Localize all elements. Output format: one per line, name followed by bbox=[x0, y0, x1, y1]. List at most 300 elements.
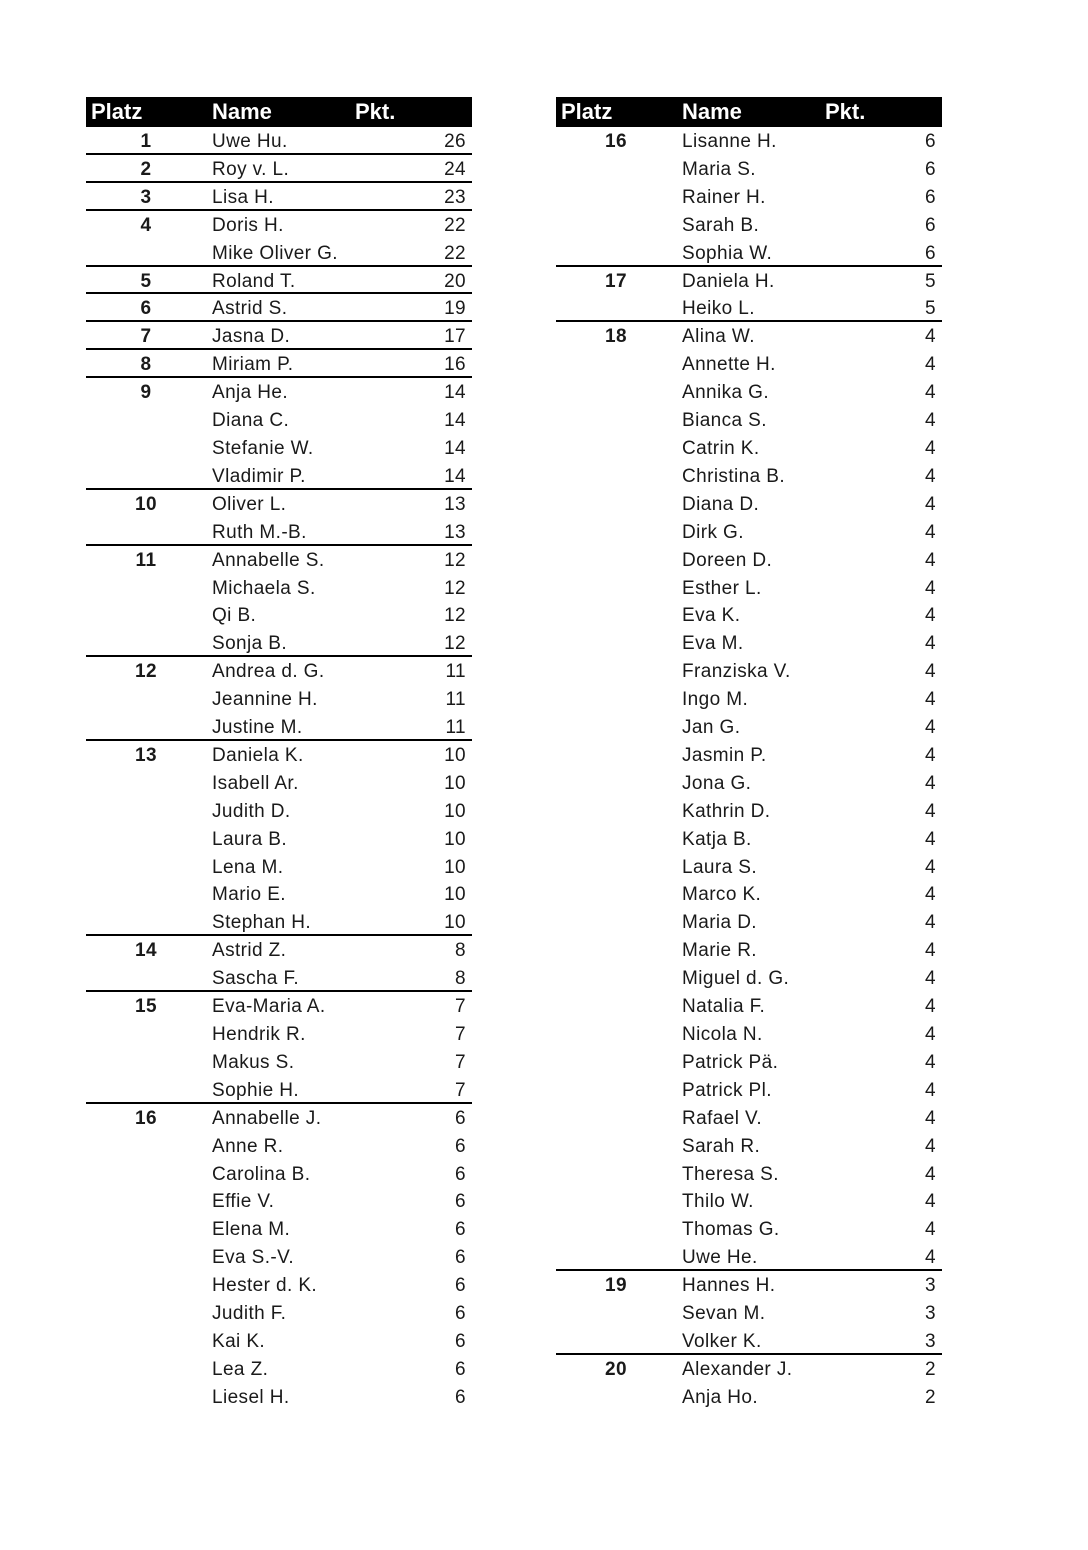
name-cell: Esther L. bbox=[682, 577, 762, 599]
points-cell: 4 bbox=[925, 1163, 936, 1185]
points-cell: 6 bbox=[925, 131, 936, 152]
name-cell: Sarah B. bbox=[682, 214, 760, 236]
name-cell: Eva M. bbox=[682, 633, 744, 655]
table-row bbox=[86, 1243, 472, 1271]
name-cell: Sevan M. bbox=[682, 1303, 766, 1325]
name-cell: Astrid S. bbox=[212, 298, 288, 320]
points-cell: 4 bbox=[925, 437, 936, 459]
name-cell: Patrick Pl. bbox=[682, 1079, 772, 1101]
name-cell: Franziska V. bbox=[682, 661, 791, 683]
table-row bbox=[556, 1271, 942, 1299]
name-cell: Effie V. bbox=[212, 1191, 275, 1213]
table-row bbox=[86, 797, 472, 825]
header-name: Name bbox=[212, 99, 272, 124]
name-cell: Ingo M. bbox=[682, 689, 749, 711]
points-cell: 4 bbox=[925, 1107, 936, 1129]
points-cell: 6 bbox=[455, 1330, 466, 1352]
points-cell: 2 bbox=[925, 1386, 936, 1408]
points-cell: 12 bbox=[444, 577, 466, 599]
points-cell: 4 bbox=[925, 884, 936, 906]
points-cell: 4 bbox=[925, 1135, 936, 1157]
name-cell: Heiko L. bbox=[682, 298, 755, 320]
name-cell: Miriam P. bbox=[212, 354, 294, 376]
rank-cell: 6 bbox=[140, 298, 152, 320]
points-cell: 23 bbox=[444, 186, 466, 208]
name-cell: Nicola N. bbox=[682, 1024, 763, 1045]
table-row bbox=[86, 1299, 472, 1327]
points-cell: 8 bbox=[455, 968, 466, 990]
name-cell: Maria D. bbox=[682, 912, 757, 934]
name-cell: Jasmin P. bbox=[682, 744, 767, 766]
name-cell: Marco K. bbox=[682, 884, 762, 906]
points-cell: 10 bbox=[444, 856, 466, 878]
table-row bbox=[86, 490, 472, 518]
name-cell: Annabelle S. bbox=[212, 549, 325, 571]
table-row bbox=[556, 769, 942, 797]
points-cell: 26 bbox=[444, 131, 466, 152]
name-cell: Lena M. bbox=[212, 856, 284, 878]
name-cell: Kai K. bbox=[212, 1330, 266, 1352]
points-cell: 6 bbox=[925, 186, 936, 208]
table-row bbox=[86, 936, 472, 964]
table-row bbox=[556, 574, 942, 602]
name-cell: Andrea d. G. bbox=[212, 661, 325, 683]
table-body bbox=[556, 127, 942, 1411]
table-row bbox=[86, 378, 472, 406]
name-cell: Doris H. bbox=[212, 214, 284, 236]
points-cell: 4 bbox=[925, 940, 936, 962]
name-cell: Stephan H. bbox=[212, 912, 312, 934]
table-row bbox=[86, 1271, 472, 1299]
points-cell: 4 bbox=[925, 633, 936, 655]
points-cell: 7 bbox=[455, 1079, 466, 1101]
table-row bbox=[86, 908, 472, 936]
table-row bbox=[556, 1215, 942, 1243]
name-cell: Judith D. bbox=[212, 800, 291, 822]
table-row bbox=[556, 1243, 942, 1271]
table-row bbox=[86, 1383, 472, 1411]
table-row bbox=[86, 462, 472, 490]
table-header bbox=[86, 97, 472, 127]
points-cell: 22 bbox=[444, 242, 466, 264]
table-row bbox=[556, 1299, 942, 1327]
table-row bbox=[86, 1132, 472, 1160]
points-cell: 4 bbox=[925, 465, 936, 487]
ranking-table-left bbox=[86, 97, 472, 1411]
table-row bbox=[556, 657, 942, 685]
table-row bbox=[86, 629, 472, 657]
name-cell: Rainer H. bbox=[682, 186, 766, 208]
table-row bbox=[86, 155, 472, 183]
points-cell: 6 bbox=[455, 1275, 466, 1297]
name-cell: Annabelle J. bbox=[212, 1107, 322, 1129]
table-row bbox=[556, 797, 942, 825]
rank-cell: 10 bbox=[135, 493, 157, 515]
name-cell: Daniela H. bbox=[682, 270, 775, 292]
table-row bbox=[556, 741, 942, 769]
rank-cell: 5 bbox=[140, 270, 152, 292]
rank-cell: 9 bbox=[140, 382, 152, 404]
points-cell: 4 bbox=[925, 354, 936, 376]
table-body bbox=[86, 127, 472, 1411]
name-cell: Jan G. bbox=[682, 717, 741, 739]
table-row bbox=[86, 211, 472, 239]
table-row bbox=[556, 546, 942, 574]
points-cell: 16 bbox=[444, 354, 466, 376]
name-cell: Theresa S. bbox=[682, 1163, 779, 1185]
table-row bbox=[556, 1020, 942, 1048]
table-row bbox=[556, 239, 942, 267]
points-cell: 3 bbox=[925, 1303, 936, 1325]
table-row bbox=[86, 992, 472, 1020]
points-cell: 3 bbox=[925, 1275, 936, 1297]
table-row bbox=[86, 1104, 472, 1132]
points-cell: 4 bbox=[925, 1079, 936, 1101]
name-cell: Astrid Z. bbox=[212, 940, 287, 962]
name-cell: Isabell Ar. bbox=[212, 772, 299, 794]
name-cell: Justine M. bbox=[212, 717, 303, 739]
points-cell: 4 bbox=[925, 717, 936, 739]
table-row bbox=[86, 601, 472, 629]
table-row bbox=[556, 1187, 942, 1215]
table-row bbox=[86, 183, 472, 211]
points-cell: 10 bbox=[444, 912, 466, 934]
name-cell: Roland T. bbox=[212, 270, 296, 292]
ranking-table-right bbox=[556, 97, 942, 1411]
table-row bbox=[86, 574, 472, 602]
name-cell: Dirk G. bbox=[682, 521, 744, 543]
points-cell: 11 bbox=[445, 689, 466, 711]
table-row bbox=[86, 127, 472, 155]
table-row bbox=[556, 127, 942, 155]
name-cell: Annika G. bbox=[682, 382, 770, 404]
points-cell: 14 bbox=[444, 382, 466, 404]
table-row bbox=[86, 1020, 472, 1048]
table-row bbox=[86, 1327, 472, 1355]
points-cell: 13 bbox=[444, 493, 466, 515]
table-row bbox=[556, 992, 942, 1020]
points-cell: 4 bbox=[925, 828, 936, 850]
table-row bbox=[556, 825, 942, 853]
points-cell: 6 bbox=[455, 1135, 466, 1157]
header-platz: Platz bbox=[91, 99, 143, 124]
table-row bbox=[556, 434, 942, 462]
points-cell: 7 bbox=[455, 1024, 466, 1045]
points-cell: 19 bbox=[444, 298, 466, 320]
points-cell: 4 bbox=[925, 856, 936, 878]
name-cell: Oliver L. bbox=[212, 493, 287, 515]
name-cell: Annette H. bbox=[682, 354, 776, 376]
name-cell: Christina B. bbox=[682, 465, 786, 487]
points-cell: 10 bbox=[444, 828, 466, 850]
table-row bbox=[86, 741, 472, 769]
table-row bbox=[86, 518, 472, 546]
table-row bbox=[86, 713, 472, 741]
points-cell: 4 bbox=[925, 1219, 936, 1241]
rank-cell: 3 bbox=[140, 186, 152, 208]
name-cell: Kathrin D. bbox=[682, 800, 771, 822]
points-cell: 20 bbox=[444, 270, 466, 292]
points-cell: 11 bbox=[445, 661, 466, 683]
rank-cell: 20 bbox=[605, 1358, 627, 1380]
table-row bbox=[556, 267, 942, 295]
table-row bbox=[556, 490, 942, 518]
table-row bbox=[86, 1076, 472, 1104]
rank-cell: 16 bbox=[605, 131, 627, 152]
name-cell: Rafael V. bbox=[682, 1107, 763, 1129]
table-row bbox=[556, 1355, 942, 1383]
name-cell: Vladimir P. bbox=[212, 465, 306, 487]
table-row bbox=[556, 1076, 942, 1104]
points-cell: 4 bbox=[925, 996, 936, 1018]
table-row bbox=[556, 853, 942, 881]
table-row bbox=[556, 1327, 942, 1355]
table-row bbox=[86, 267, 472, 295]
points-cell: 4 bbox=[925, 744, 936, 766]
table-row bbox=[86, 546, 472, 574]
name-cell: Sophia W. bbox=[682, 242, 773, 264]
table-row bbox=[556, 1048, 942, 1076]
name-cell: Michaela S. bbox=[212, 577, 316, 599]
table-row bbox=[556, 1383, 942, 1411]
name-cell: Catrin K. bbox=[682, 437, 760, 459]
points-cell: 5 bbox=[925, 298, 936, 320]
points-cell: 10 bbox=[444, 800, 466, 822]
name-cell: Miguel d. G. bbox=[682, 968, 790, 990]
table-row bbox=[556, 1104, 942, 1132]
points-cell: 6 bbox=[455, 1358, 466, 1380]
rank-cell: 1 bbox=[140, 131, 152, 152]
name-cell: Makus S. bbox=[212, 1051, 295, 1073]
points-cell: 4 bbox=[925, 772, 936, 794]
name-cell: Liesel H. bbox=[212, 1386, 290, 1408]
points-cell: 10 bbox=[444, 744, 466, 766]
table-row bbox=[556, 936, 942, 964]
table-row bbox=[556, 155, 942, 183]
points-cell: 22 bbox=[444, 214, 466, 236]
table-row bbox=[556, 880, 942, 908]
table-row bbox=[86, 294, 472, 322]
table-row bbox=[86, 1187, 472, 1215]
points-cell: 4 bbox=[925, 521, 936, 543]
table-row bbox=[556, 908, 942, 936]
points-cell: 10 bbox=[444, 772, 466, 794]
points-cell: 11 bbox=[445, 717, 466, 739]
name-cell: Lisanne H. bbox=[682, 131, 777, 152]
table-row bbox=[86, 434, 472, 462]
name-cell: Daniela K. bbox=[212, 744, 304, 766]
table-row bbox=[86, 880, 472, 908]
name-cell: Thomas G. bbox=[682, 1219, 780, 1241]
name-cell: Uwe He. bbox=[682, 1247, 758, 1269]
points-cell: 4 bbox=[925, 577, 936, 599]
table-row bbox=[86, 239, 472, 267]
points-cell: 6 bbox=[455, 1107, 466, 1129]
table-row bbox=[556, 1132, 942, 1160]
table-row bbox=[86, 1355, 472, 1383]
table-row bbox=[556, 378, 942, 406]
rank-cell: 17 bbox=[605, 270, 627, 292]
points-cell: 4 bbox=[925, 661, 936, 683]
name-cell: Sophie H. bbox=[212, 1079, 300, 1101]
points-cell: 4 bbox=[925, 689, 936, 711]
points-cell: 4 bbox=[925, 800, 936, 822]
name-cell: Laura B. bbox=[212, 828, 288, 850]
points-cell: 8 bbox=[455, 940, 466, 962]
name-cell: Diana C. bbox=[212, 410, 290, 432]
table-row bbox=[556, 294, 942, 322]
name-cell: Ruth M.-B. bbox=[212, 521, 307, 543]
name-cell: Alexander J. bbox=[682, 1358, 793, 1380]
table-row bbox=[86, 964, 472, 992]
name-cell: Eva K. bbox=[682, 605, 741, 627]
name-cell: Eva-Maria A. bbox=[212, 996, 326, 1018]
name-cell: Doreen D. bbox=[682, 549, 773, 571]
name-cell: Volker K. bbox=[682, 1330, 762, 1352]
table-row bbox=[86, 853, 472, 881]
name-cell: Elena M. bbox=[212, 1219, 291, 1241]
points-cell: 6 bbox=[925, 214, 936, 236]
name-cell: Anne R. bbox=[212, 1135, 284, 1157]
points-cell: 6 bbox=[455, 1191, 466, 1213]
table-row bbox=[86, 657, 472, 685]
table-row bbox=[86, 825, 472, 853]
table-row bbox=[86, 685, 472, 713]
points-cell: 4 bbox=[925, 968, 936, 990]
table-row bbox=[86, 1160, 472, 1188]
rank-cell: 8 bbox=[140, 354, 152, 376]
name-cell: Natalia F. bbox=[682, 996, 766, 1018]
points-cell: 14 bbox=[444, 410, 466, 432]
points-cell: 6 bbox=[455, 1247, 466, 1269]
table-row bbox=[556, 713, 942, 741]
rank-cell: 12 bbox=[135, 661, 157, 683]
table-row bbox=[86, 769, 472, 797]
name-cell: Judith F. bbox=[212, 1303, 287, 1325]
points-cell: 3 bbox=[925, 1330, 936, 1352]
points-cell: 4 bbox=[925, 605, 936, 627]
name-cell: Sarah R. bbox=[682, 1135, 761, 1157]
table-row bbox=[556, 629, 942, 657]
name-cell: Sascha F. bbox=[212, 968, 300, 990]
header-pkt: Pkt. bbox=[355, 99, 396, 124]
name-cell: Katja B. bbox=[682, 828, 752, 850]
name-cell: Eva S.-V. bbox=[212, 1247, 295, 1269]
rank-cell: 15 bbox=[135, 996, 157, 1018]
points-cell: 4 bbox=[925, 382, 936, 404]
points-cell: 6 bbox=[455, 1163, 466, 1185]
rank-cell: 4 bbox=[140, 214, 152, 236]
points-cell: 5 bbox=[925, 270, 936, 292]
name-cell: Maria S. bbox=[682, 158, 756, 180]
table-row bbox=[86, 322, 472, 350]
name-cell: Laura S. bbox=[682, 856, 758, 878]
name-cell: Sonja B. bbox=[212, 633, 288, 655]
name-cell: Mike Oliver G. bbox=[212, 242, 338, 264]
name-cell: Stefanie W. bbox=[212, 437, 314, 459]
name-cell: Hannes H. bbox=[682, 1275, 776, 1297]
header-pkt: Pkt. bbox=[825, 99, 866, 124]
points-cell: 4 bbox=[925, 1247, 936, 1269]
name-cell: Lisa H. bbox=[212, 186, 274, 208]
points-cell: 7 bbox=[455, 1051, 466, 1073]
name-cell: Jona G. bbox=[682, 772, 752, 794]
table-row bbox=[556, 322, 942, 350]
table-row bbox=[556, 601, 942, 629]
header-platz: Platz bbox=[561, 99, 613, 124]
table-row bbox=[86, 406, 472, 434]
name-cell: Jasna D. bbox=[212, 326, 291, 348]
points-cell: 13 bbox=[444, 521, 466, 543]
name-cell: Patrick Pä. bbox=[682, 1051, 779, 1073]
points-cell: 24 bbox=[444, 158, 466, 180]
table-row bbox=[86, 1215, 472, 1243]
points-cell: 4 bbox=[925, 1024, 936, 1045]
rank-cell: 19 bbox=[605, 1275, 627, 1297]
name-cell: Roy v. L. bbox=[212, 158, 290, 180]
table-row bbox=[556, 964, 942, 992]
table-row bbox=[86, 350, 472, 378]
name-cell: Hendrik R. bbox=[212, 1024, 306, 1045]
points-cell: 17 bbox=[444, 326, 466, 348]
rank-cell: 14 bbox=[135, 940, 157, 962]
name-cell: Marie R. bbox=[682, 940, 757, 962]
points-cell: 12 bbox=[444, 633, 466, 655]
name-cell: Carolina B. bbox=[212, 1163, 311, 1185]
points-cell: 4 bbox=[925, 326, 936, 348]
name-cell: Mario E. bbox=[212, 884, 286, 906]
name-cell: Alina W. bbox=[682, 326, 755, 348]
table-row bbox=[86, 1048, 472, 1076]
name-cell: Hester d. K. bbox=[212, 1275, 318, 1297]
name-cell: Bianca S. bbox=[682, 410, 767, 432]
points-cell: 12 bbox=[444, 549, 466, 571]
table-row bbox=[556, 1160, 942, 1188]
name-cell: Uwe Hu. bbox=[212, 131, 288, 152]
rank-cell: 7 bbox=[140, 326, 152, 348]
name-cell: Anja Ho. bbox=[682, 1386, 759, 1408]
name-cell: Anja He. bbox=[212, 382, 289, 404]
points-cell: 4 bbox=[925, 1051, 936, 1073]
points-cell: 10 bbox=[444, 884, 466, 906]
table-header bbox=[556, 97, 942, 127]
points-cell: 4 bbox=[925, 912, 936, 934]
name-cell: Jeannine H. bbox=[212, 689, 318, 711]
table-row bbox=[556, 685, 942, 713]
name-cell: Lea Z. bbox=[212, 1358, 269, 1380]
points-cell: 4 bbox=[925, 1191, 936, 1213]
name-cell: Diana D. bbox=[682, 493, 760, 515]
points-cell: 12 bbox=[444, 605, 466, 627]
rank-cell: 2 bbox=[140, 158, 152, 180]
points-cell: 6 bbox=[925, 242, 936, 264]
header-name: Name bbox=[682, 99, 742, 124]
points-cell: 6 bbox=[925, 158, 936, 180]
points-cell: 6 bbox=[455, 1303, 466, 1325]
points-cell: 7 bbox=[455, 996, 466, 1018]
rank-cell: 13 bbox=[135, 744, 157, 766]
rank-cell: 11 bbox=[135, 549, 157, 571]
table-row bbox=[556, 462, 942, 490]
table-row bbox=[556, 211, 942, 239]
table-row bbox=[556, 518, 942, 546]
points-cell: 2 bbox=[925, 1358, 936, 1380]
table-row bbox=[556, 350, 942, 378]
name-cell: Qi B. bbox=[212, 605, 257, 627]
table-row bbox=[556, 183, 942, 211]
points-cell: 14 bbox=[444, 465, 466, 487]
points-cell: 4 bbox=[925, 493, 936, 515]
